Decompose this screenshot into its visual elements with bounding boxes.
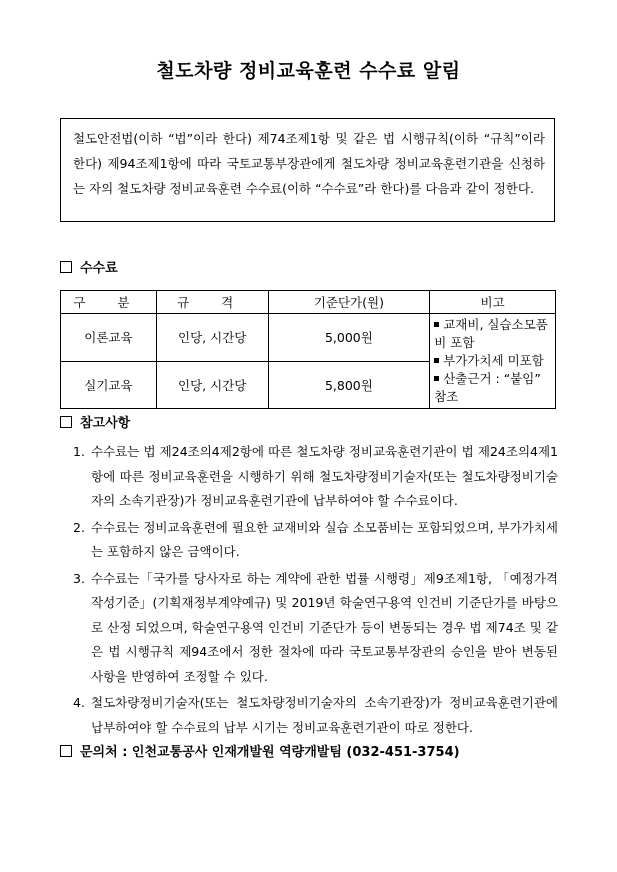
intro-paragraph: 철도안전법(이하 “법”이라 한다) 제74조제1항 및 같은 법 시행규칙(이하 “규칙”이라 한다) 제94조제1항에 따라 국토교통부장관에게 철도차량 정비교육훈련기관을 신청하는 자의 철도차량 정비교육훈련 수수료(이하 “수수료”라 한다)를 다음과 같이 정한다. bbox=[60, 118, 555, 222]
table-row bbox=[61, 314, 556, 362]
header-unit: 규 격 bbox=[156, 291, 268, 314]
reference-heading-text: 참고사항 bbox=[80, 416, 131, 431]
note-item: 부가가치세 미포함 bbox=[434, 352, 551, 370]
bullet-square-icon bbox=[434, 358, 439, 363]
note-cell bbox=[430, 314, 556, 409]
bullet-square-icon bbox=[434, 376, 439, 381]
list-item: 3. 수수료는「국가를 당사자로 하는 계약에 관한 법률 시행령」제9조제1항, 「예정가격 작성기준」(기획재정부계약예규) 및 2019년 학술연구용역 인건비 기준단가를 바탕으로 산정 되었으며, 학술연구용역 인건비 기준단가 등이 변동되는 경우 법 제74조 및 같은 법 시행규칙 제94조에서 정한 절차에 따라 국토교통부장관의 승인을 받아 변동된 사항을 반영하여 조정할 수 있다. bbox=[73, 570, 558, 684]
header-category: 구 분 bbox=[61, 291, 157, 314]
fee-table bbox=[60, 290, 556, 409]
row-category: 실기교육 bbox=[61, 361, 157, 409]
checkbox-square-icon bbox=[60, 745, 72, 757]
list-item: 4. 철도차량정비기술자(또는 철도차량정비기술자의 소속기관장)가 정비교육훈련기관에 납부하여야 할 수수료의 납부 시기는 정비교육훈련기관이 따로 정한다. bbox=[73, 695, 558, 735]
header-note: 비고 bbox=[430, 291, 556, 314]
fee-section-heading bbox=[60, 257, 118, 276]
bullet-square-icon bbox=[434, 322, 439, 327]
header-price: 기준단가(원) bbox=[268, 291, 430, 314]
list-item: 1. 수수료는 법 제24조의4제2항에 따른 철도차량 정비교육훈련기관이 법 제24조의4제1항에 따른 정비교육훈련을 시행하기 위해 철도차량정비기술자(또는 철도차량정비기술자의 소속기관장)가 정비교육훈련기관에 납부하여야 할 수수료이다. bbox=[73, 444, 558, 508]
fee-heading-text: 수수료 bbox=[80, 261, 118, 276]
list-item: 2. 수수료는 정비교육훈련에 필요한 교재비와 실습 소모품비는 포함되었으며, 부가가치세는 포함하지 않은 금액이다. bbox=[73, 519, 558, 559]
note-item: 산출근거 : “붙임” 참조 bbox=[434, 371, 541, 404]
reference-list bbox=[73, 440, 558, 740]
note-item: 교재비, 실습소모품비 포함 bbox=[434, 317, 548, 350]
row-price: 5,800원 bbox=[268, 361, 430, 409]
contact-line bbox=[60, 741, 460, 760]
fee-table-header-row bbox=[61, 291, 556, 314]
checkbox-square-icon bbox=[60, 261, 72, 273]
row-category: 이론교육 bbox=[61, 314, 157, 362]
row-unit: 인당, 시간당 bbox=[156, 361, 268, 409]
document-title: 철도차량 정비교육훈련 수수료 알림 bbox=[156, 60, 461, 82]
row-unit: 인당, 시간당 bbox=[156, 314, 268, 362]
contact-text: 문의처 : 인천교통공사 인재개발원 역량개발팀 (032-451-3754) bbox=[80, 745, 460, 760]
reference-section-heading bbox=[60, 412, 130, 431]
checkbox-square-icon bbox=[60, 416, 72, 428]
row-price: 5,000원 bbox=[268, 314, 430, 362]
